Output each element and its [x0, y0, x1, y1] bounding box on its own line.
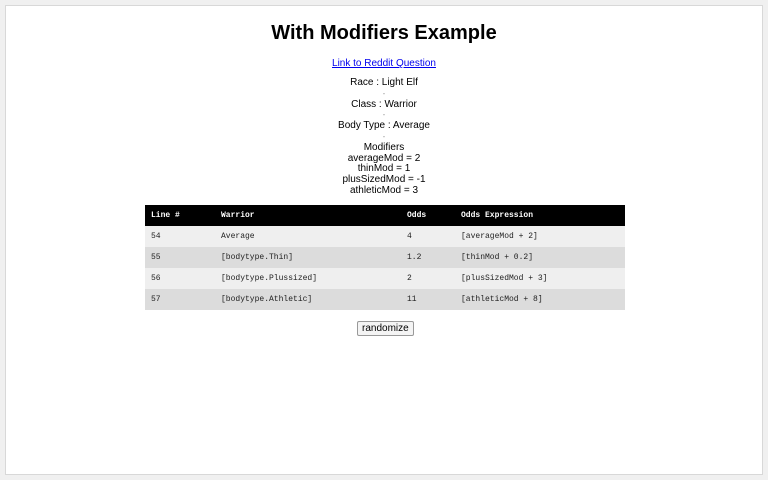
table-row [145, 226, 625, 247]
cell-expression: [athleticMod + 8] [455, 289, 625, 310]
cell-line: 57 [145, 289, 215, 310]
separator: - [382, 110, 386, 120]
cell-expression: [averageMod + 2] [455, 226, 625, 247]
separator: - [382, 131, 386, 141]
class-text: Class : Warrior [351, 98, 417, 110]
table-row [145, 247, 625, 268]
cell-odds: 11 [401, 289, 455, 310]
table-row [145, 289, 625, 310]
cell-odds: 2 [401, 268, 455, 289]
cell-expression: [plusSizedMod + 3] [455, 268, 625, 289]
header-line: Line # [145, 205, 215, 226]
modifier-line: athleticMod = 3 [349, 184, 419, 196]
modifier-line: plusSizedMod = -1 [342, 174, 426, 186]
cell-warrior: [bodytype.Plussized] [215, 268, 401, 289]
header-warrior: Warrior [215, 205, 401, 226]
randomize-button[interactable]: randomize [357, 321, 414, 336]
odds-table [145, 205, 625, 310]
separator: - [382, 88, 386, 98]
table-header-row [145, 205, 625, 226]
header-odds-expression: Odds Expression [455, 205, 625, 226]
modifier-line: averageMod = 2 [347, 152, 421, 164]
body-type-text: Body Type : Average [338, 120, 430, 132]
race-text: Race : Light Elf [350, 77, 418, 88]
reddit-question-link[interactable]: Link to Reddit Question [332, 58, 436, 69]
character-info [6, 78, 762, 197]
cell-line: 56 [145, 268, 215, 289]
modifier-line: thinMod = 1 [357, 163, 411, 175]
cell-odds: 1.2 [401, 247, 455, 268]
modifiers-heading: Modifiers [363, 141, 405, 153]
page-title: With Modifiers Example [271, 22, 497, 44]
page-frame [5, 5, 763, 475]
cell-expression: [thinMod + 0.2] [455, 247, 625, 268]
cell-warrior: Average [215, 226, 401, 247]
cell-line: 54 [145, 226, 215, 247]
cell-warrior: [bodytype.Thin] [215, 247, 401, 268]
cell-warrior: [bodytype.Athletic] [215, 289, 401, 310]
cell-line: 55 [145, 247, 215, 268]
table-row [145, 268, 625, 289]
header-odds: Odds [401, 205, 455, 226]
cell-odds: 4 [401, 226, 455, 247]
